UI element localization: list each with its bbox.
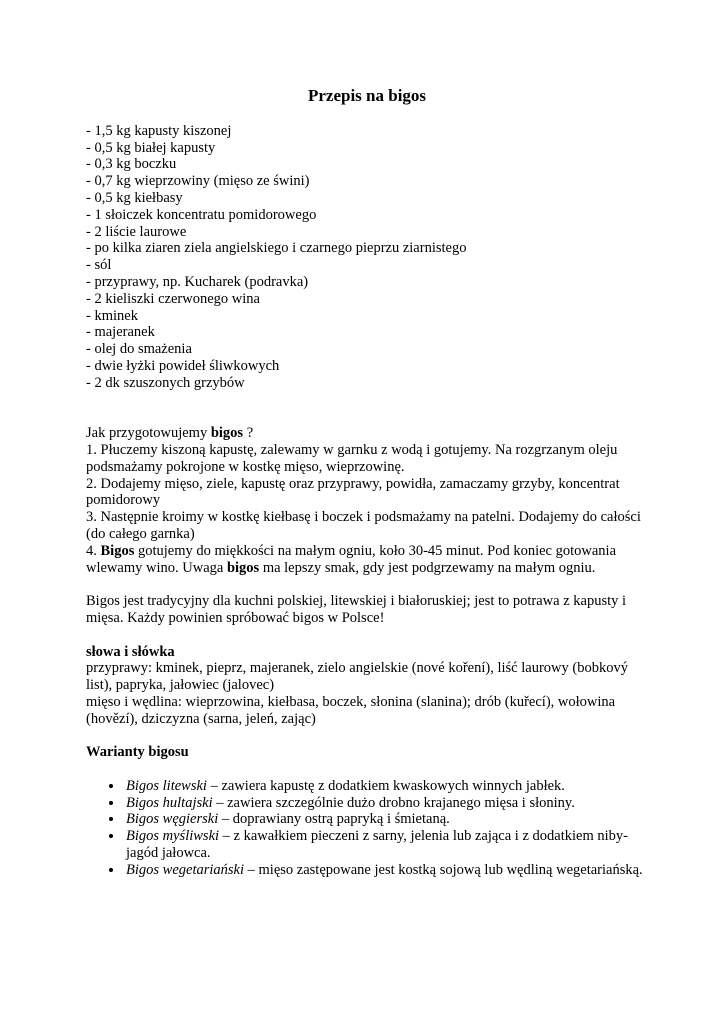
ingredient-line: - majeranek: [86, 324, 155, 341]
ingredient-line: - przyprawy, np. Kucharek (podravka): [86, 273, 309, 290]
ingredient-line: - 0,7 kg wieprzowiny (mięso ze świni): [86, 173, 310, 190]
ingredient-line: - dwie łyżki powideł śliwkowych: [86, 357, 280, 374]
variant-name: Bigos myśliwski: [126, 828, 220, 845]
variant-description: – mięso zastępowane jest kostką sojową lub wędliną wegetariańską.: [244, 861, 643, 878]
preparation-steps: [86, 442, 648, 576]
preparation-step: 1. Płuczemy kiszoną kapustę, zalewamy w garnku z wodą i gotujemy. Na rozgrzanym oleju podsmażamy pokrojone w kostkę mięso, wieprzowinę.: [86, 441, 618, 475]
vocabulary-entries: [86, 660, 648, 727]
variant-name: Bigos hultajski: [126, 794, 213, 811]
variant-name: Bigos wegetariański: [126, 861, 245, 878]
ingredient-line: - 1 słoiczek koncentratu pomidorowego: [86, 206, 317, 223]
variants-section: [86, 744, 648, 878]
preparation-step: 4. Bigos gotujemy do miękkości na małym ogniu, koło 30-45 minut. Pod koniec gotowania wlewamy wino. Uwaga bigos ma lepszy smak, gdy jest podgrzewamy na małym ogniu.: [86, 542, 617, 576]
variant-description: – doprawiany ostrą papryką i śmietaną.: [218, 811, 450, 828]
preparation-step: 2. Dodajemy mięso, ziele, kapustę oraz przyprawy, powidła, zamaczamy grzyby, koncentrat pomidorowy: [86, 475, 620, 509]
variant-item: [124, 795, 648, 812]
preparation-heading: Jak przygotowujemy bigos ?: [86, 425, 254, 442]
variant-description: – z kawałkiem pieczeni z sarny, jelenia lub zająca i z dodatkiem niby-jagód jałowca.: [126, 828, 628, 862]
ingredient-line: - 1,5 kg kapusty kiszonej: [86, 122, 232, 139]
vocabulary-entry: mięso i wędlina: wieprzowina, kiełbasa, boczek, słonina (slanina); drób (kuřecí), wołowina (hovězí), dziczyzna (sarna, jeleń, zając): [86, 693, 616, 727]
ingredient-line: - 2 liście laurowe: [86, 223, 187, 240]
ingredient-line: - kminek: [86, 307, 138, 324]
variant-description: – zawiera kapustę z dodatkiem kwaskowych winnych jabłek.: [206, 777, 565, 794]
ingredient-line: - 0,5 kg kiełbasy: [86, 189, 183, 206]
ingredient-line: - 0,3 kg boczku: [86, 156, 177, 173]
preparation-section: [86, 425, 648, 576]
vocabulary-entry: przyprawy: kminek, pieprz, majeranek, zielo angielskie (nové koření), liść laurowy (bobkový list), papryka, jałowiec (jalovec): [86, 660, 628, 694]
ingredient-line: - 2 kieliszki czerwonego wina: [86, 290, 260, 307]
preparation-step: 3. Następnie kroimy w kostkę kiełbasę i boczek i podsmażamy na patelni. Dodajemy do całości (do całego garnka): [86, 509, 641, 542]
ingredient-line: - 0,5 kg białej kapusty: [86, 139, 216, 156]
ingredient-line: - 2 dk szuszonych grzybów: [86, 374, 245, 391]
ingredient-line: - po kilka ziaren ziela angielskiego i czarnego pieprzu ziarnistego: [86, 240, 467, 257]
ingredient-line: - sól: [86, 257, 112, 274]
vocabulary-heading: słowa i słówka: [86, 643, 175, 660]
variants-heading: Warianty bigosu: [86, 744, 189, 761]
variant-item: [124, 778, 648, 795]
variant-description: – zawiera szczególnie dużo drobno krajanego mięsa i słoniny.: [212, 794, 575, 811]
variant-item: [124, 828, 648, 862]
variant-item: [124, 811, 648, 828]
about-paragraph: Bigos jest tradycyjny dla kuchni polskiej, litewskiej i białoruskiej; jest to potrawa z kapusty i mięsa. Każdy powinien spróbować bigos w Polsce!: [86, 593, 627, 626]
variant-item: [124, 862, 648, 879]
variants-list: [86, 778, 648, 879]
ingredients-list: [86, 123, 648, 392]
ingredient-line: - olej do smażenia: [86, 341, 192, 358]
vocabulary-section: [86, 644, 648, 728]
document-title: Przepis na bigos: [307, 86, 427, 105]
variant-name: Bigos węgierski: [126, 811, 219, 828]
variant-name: Bigos litewski: [126, 777, 207, 794]
